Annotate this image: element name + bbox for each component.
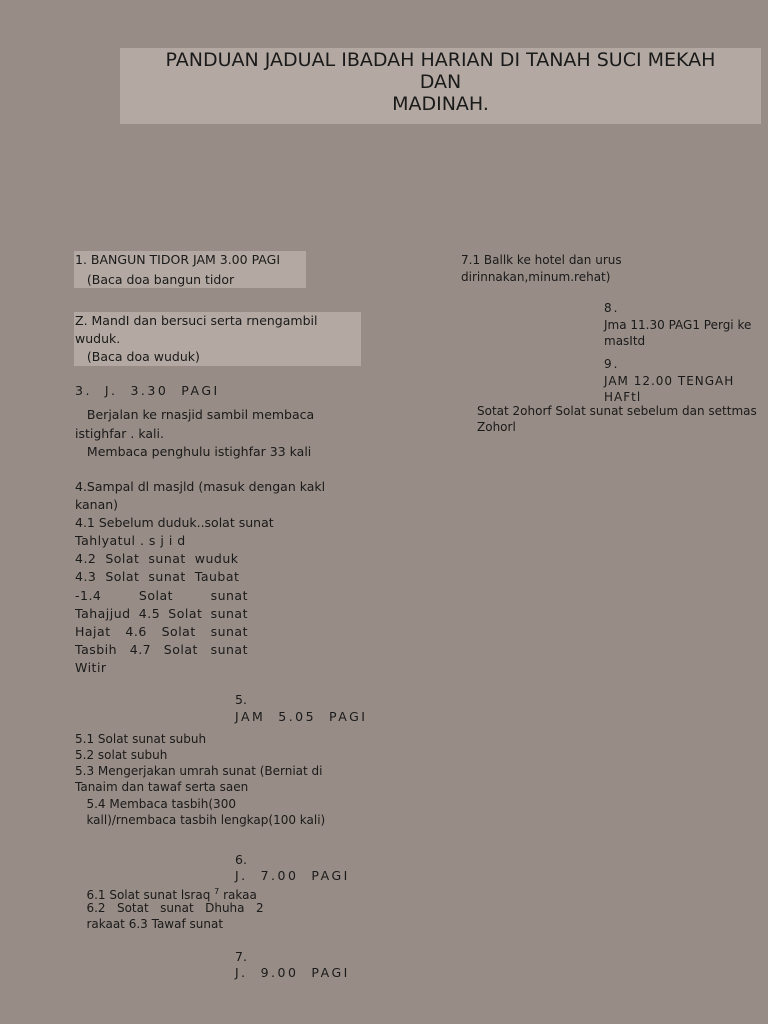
title-line-1: PANDUAN JADUAL IBADAH HARIAN DI TANAH SUCI MEKAH [165, 49, 716, 71]
section-4-item-2: 4.2 Solat sunat wuduk [75, 551, 239, 566]
section-4-heading: 4.Sampal dl masjld (masuk dengan kakl [75, 479, 326, 494]
section-9-line-4: Zohorl [477, 420, 516, 434]
section-9-heading: JAM 12.00 TENGAH [604, 374, 735, 388]
section-3-line-2: istighfar . kali. [75, 426, 164, 441]
section-5-item-3: 5.3 Mengerjakan umrah sunat (Berniat di [75, 764, 323, 778]
section-4-item-1b: Tahlyatul . s j i d [75, 533, 186, 548]
section-7-1-line-2: dirinnakan,minum.rehat) [461, 270, 611, 284]
section-5-item-2: 5.2 solat subuh [75, 748, 168, 762]
section-6-item-1-superscript: 7 [214, 887, 220, 896]
section-9-number: 9. [604, 357, 620, 371]
section-5-item-1: 5.1 Solat sunat subuh [75, 732, 207, 746]
section-6-heading: J. 7.00 PAGI [235, 868, 350, 883]
section-1-heading: 1. BANGUN TIDOR JAM 3.00 PAGI [75, 252, 281, 267]
section-2-heading: Z. MandI dan bersuci serta rnengambil [75, 313, 318, 328]
title-line-2: DAN [419, 71, 462, 93]
section-1-note: (Baca doa bangun tidor [75, 272, 235, 287]
section-5-item-3b: Tanaim dan tawaf serta saen [75, 780, 249, 794]
section-4-line-2: kanan) [75, 497, 119, 512]
section-3-heading: 3. J. 3.30 PAGI [75, 383, 220, 398]
section-6-item-2: 6.2 Sotat sunat Dhuha 2 [75, 901, 264, 915]
section-6-item-1-text: 6.1 Solat sunat lsraq [75, 888, 211, 902]
section-9-line-2: HAFtl [604, 390, 642, 404]
title-line-3: MADINAH. [392, 93, 489, 115]
section-8-number: 8. [604, 301, 620, 315]
section-6-item-1-tail: rakaa [219, 888, 257, 902]
section-9-line-3: Sotat 2ohorf Solat sunat sebelum dan settmas [477, 404, 757, 418]
section-4-items-block: -1.4 Solat sunat Tahajjud 4.5 Solat sunat Hajat 4.6 Solat sunat Tasbih 4.7 Solat sunat Witir [75, 588, 248, 675]
section-4-item-1: 4.1 Sebelum duduk..solat sunat [75, 515, 274, 530]
section-2-line-2: wuduk. [75, 331, 121, 346]
section-4-item-3: 4.3 Solat sunat Taubat [75, 569, 240, 584]
section-3-line-1: Berjalan ke rnasjid sambil membaca [75, 407, 315, 422]
section-7-1-line-1: 7.1 Ballk ke hotel dan urus [461, 253, 622, 267]
section-5-item-4: 5.4 Membaca tasbih(300 [75, 797, 236, 811]
section-2-note: (Baca doa wuduk) [75, 349, 200, 364]
section-7-heading: J. 9.00 PAGI [235, 965, 350, 980]
section-6-item-2b: rakaat 6.3 Tawaf sunat [75, 917, 224, 931]
section-5-number: 5. [235, 692, 247, 707]
section-8-heading: Jma 11.30 PAG1 Pergi ke [604, 318, 752, 332]
section-6-number: 6. [235, 852, 247, 867]
title-box [120, 48, 761, 124]
section-5-item-4b: kall)/rnembaca tasbih lengkap(100 kali) [75, 813, 326, 827]
section-7-number: 7. [235, 949, 247, 964]
section-3-line-3: Membaca penghulu istighfar 33 kali [75, 444, 312, 459]
section-8-line-2: masItd [604, 334, 646, 348]
section-5-heading: JAM 5.05 PAGI [235, 709, 368, 724]
